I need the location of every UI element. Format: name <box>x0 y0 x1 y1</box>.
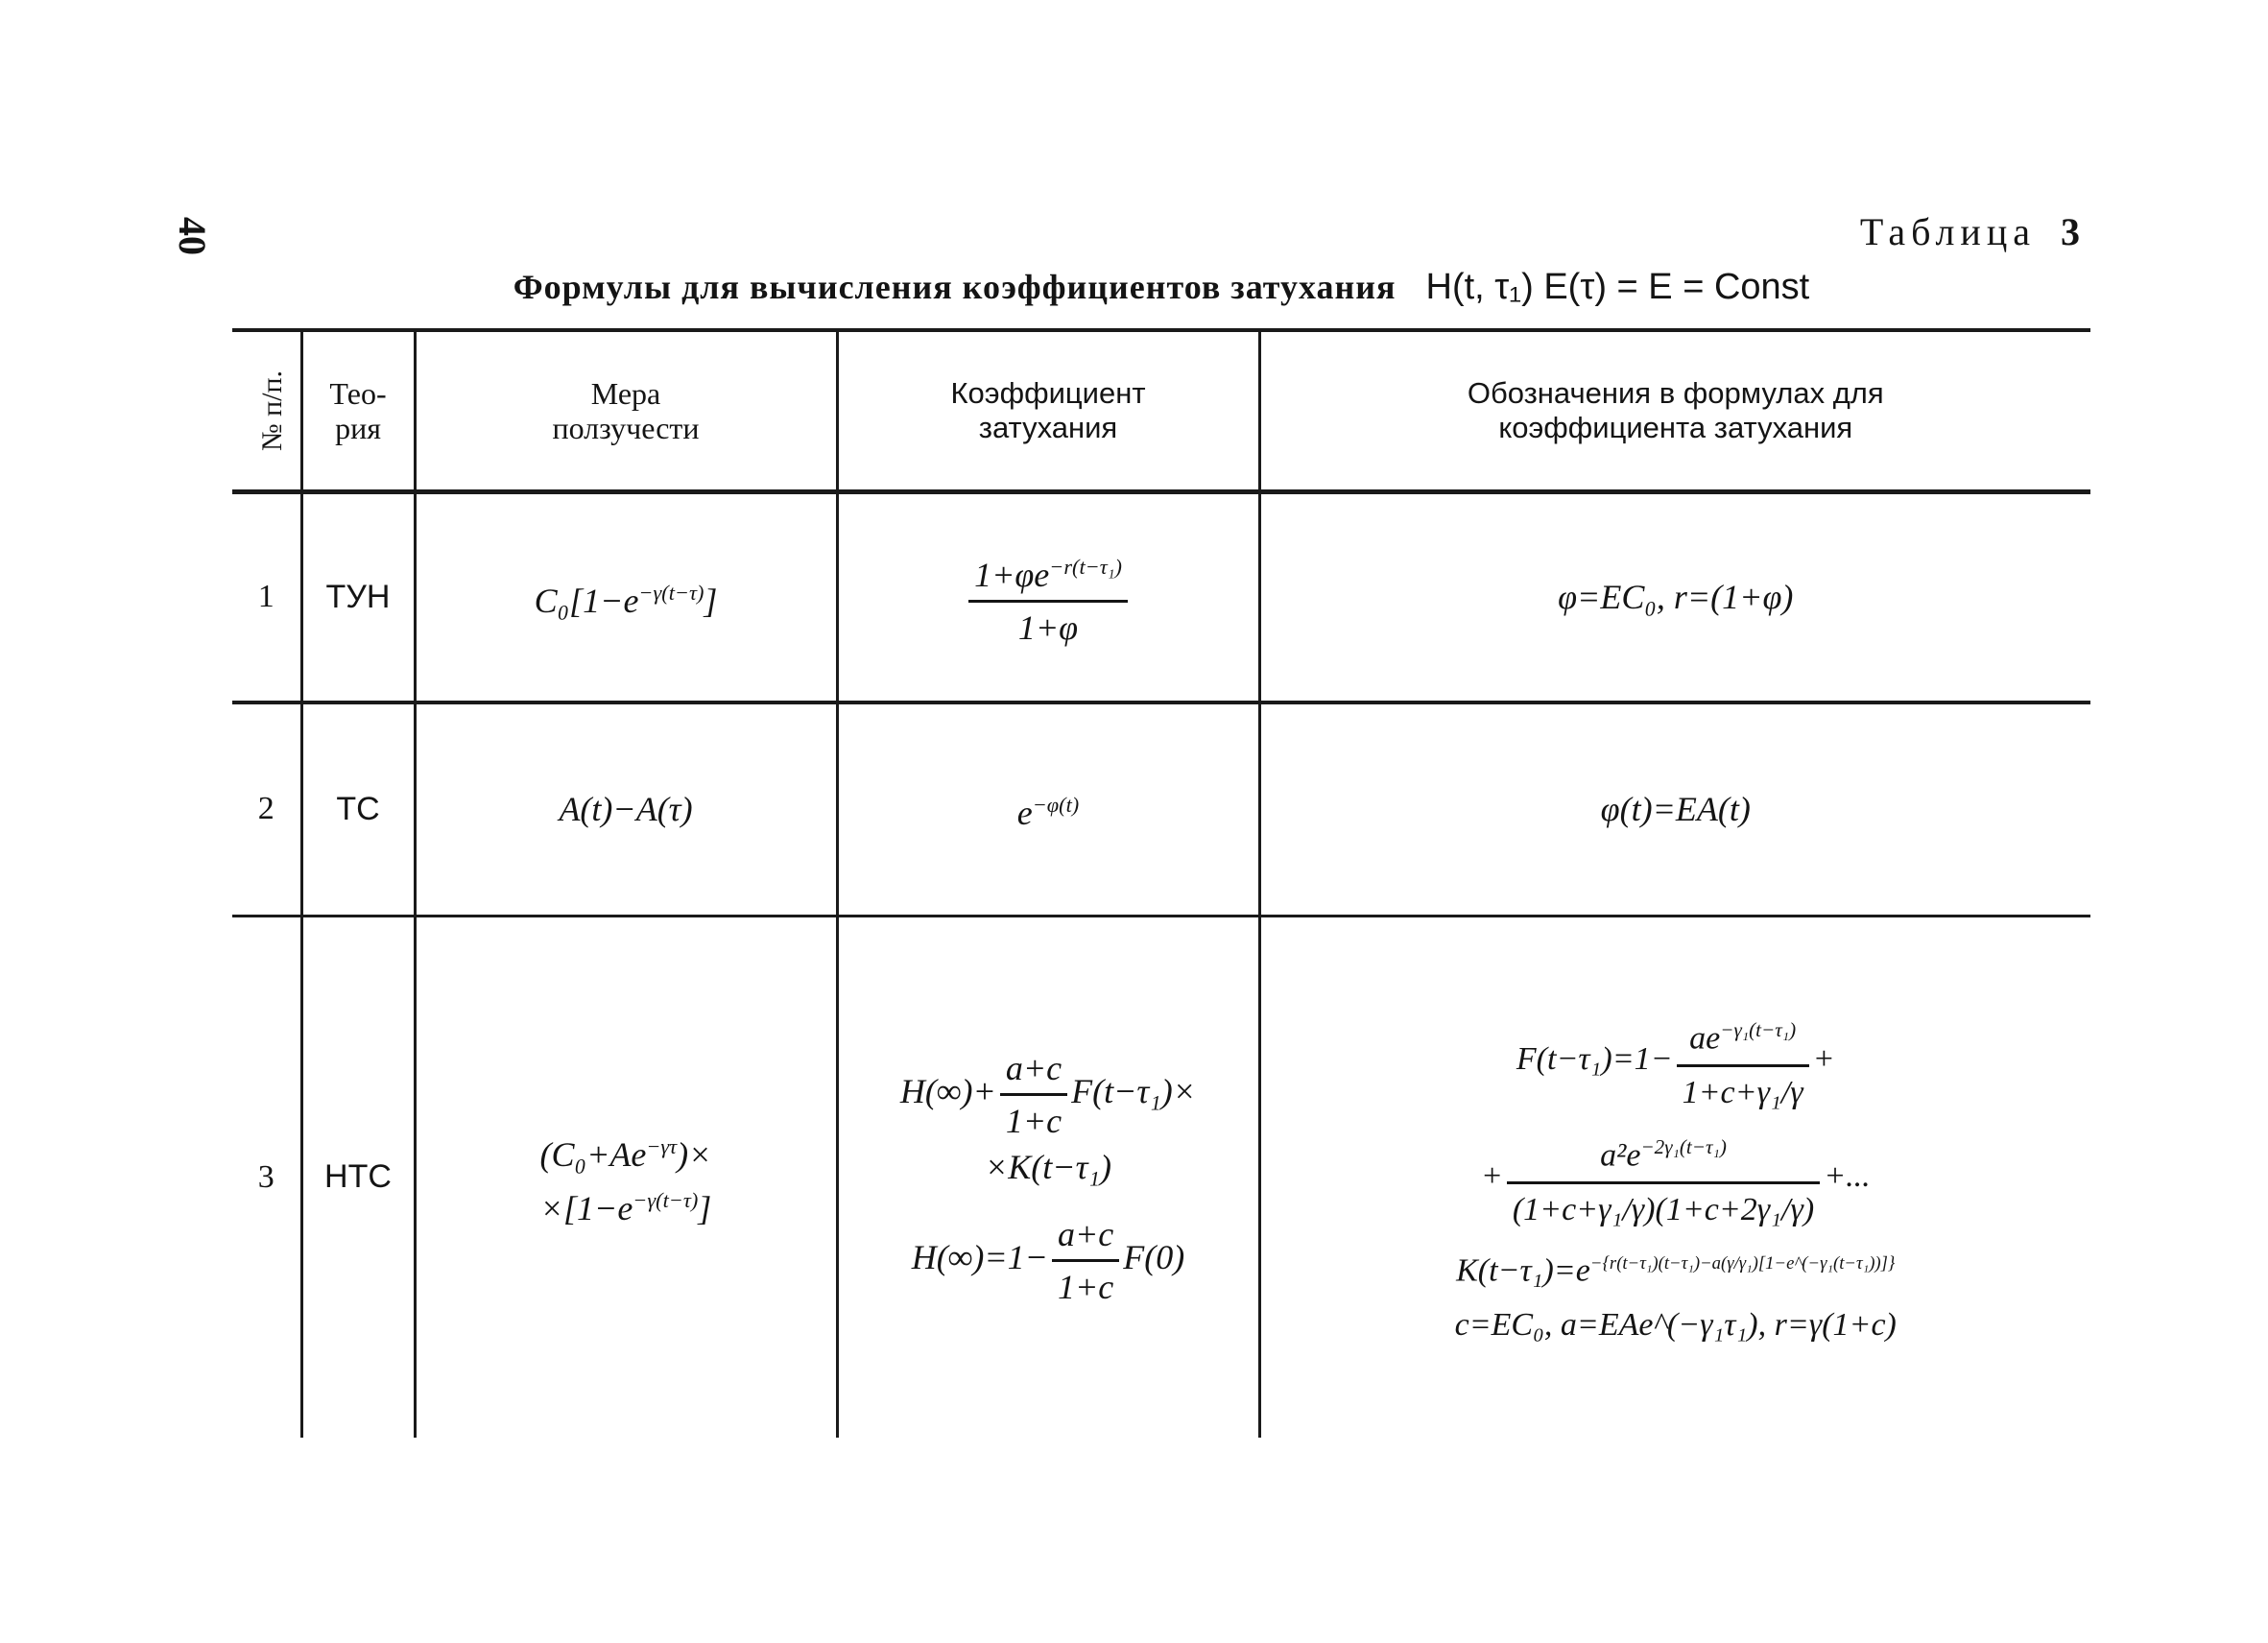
header-theory <box>301 330 415 491</box>
measure-formula: $C_0[1-e^{-\gamma(t-\tau)}]$ <box>534 581 718 621</box>
row-theory: ТУН <box>301 491 415 702</box>
row-notation <box>1259 916 2090 1438</box>
header-notation-l2: коэффициента затухания <box>1498 410 1853 444</box>
header-measure-l2: ползучести <box>552 410 700 445</box>
header-measure-l1: Мера <box>590 375 661 411</box>
header-num-text: № п/п. <box>256 369 289 451</box>
row-theory: НТС <box>301 916 415 1438</box>
row-measure <box>415 491 837 702</box>
formula-table <box>232 328 2090 1438</box>
row-measure <box>415 916 837 1438</box>
header-measure <box>415 330 837 491</box>
row-coef <box>837 702 1259 916</box>
row-theory: ТС <box>301 702 415 916</box>
header-row <box>232 330 2090 491</box>
header-num <box>232 330 301 491</box>
coef-formula: $e^{-\varphi(t)}$ <box>1016 793 1080 833</box>
row-number: 3 <box>257 1158 275 1195</box>
table-title <box>230 267 2092 308</box>
notation-formula: φ=EC₀, r=(1+φ) <box>1558 578 1794 617</box>
measure-formula: A(t)−A(τ) <box>559 790 693 829</box>
header-notation <box>1259 330 2090 491</box>
row-coef <box>837 491 1259 702</box>
table-row <box>232 916 2090 1438</box>
notation-k-line: $K(t-\tau_1)=e^{-\{r(t-\tau_1)(t-\tau_1)-a(\gamma/\gamma_1)[1-e\^{}(-\gamma_1(t-\tau_1))]\}}$ <box>1456 1252 1896 1289</box>
title-text: Формулы для вычисления коэффициентов затухания <box>513 268 1397 306</box>
header-coef-l1: Коэффициент <box>950 375 1146 410</box>
header-theory-l1: Тео- <box>329 375 387 411</box>
title-formula: H(t, τ₁) E(τ) = E = Const <box>1425 267 1810 307</box>
page-number: 40 <box>171 217 214 255</box>
row-coef <box>837 916 1259 1438</box>
table-row <box>232 491 2090 702</box>
coef-fraction: $\frac{1+\varphi e^{-r(t-\tau_1)}}{1+\varphi}$ <box>968 544 1128 651</box>
header-coef-l2: затухания <box>978 410 1118 444</box>
measure-line-1: $(C_0+Ae^{-\gamma\tau})\times$ <box>539 1133 712 1174</box>
notation-last-line: c=EC₀, a=EAe^(−γ₁τ₁), r=γ(1+c) <box>1454 1306 1897 1343</box>
notation-f-line: F(t−τ₁)=1− $\frac{ae^{-\gamma_1(t-\tau_1)}}{\text{1+c+γ₁/γ}}$ + <box>1261 1006 2091 1117</box>
row-measure <box>415 702 837 916</box>
table-label <box>1860 209 2086 254</box>
header-theory-l2: рия <box>335 410 381 445</box>
notation-formula: φ(t)=EA(t) <box>1600 790 1751 829</box>
table-row <box>232 702 2090 916</box>
coef-line-1: H(∞)+ $\frac{a+c}{1+c}$ F(t−τ₁)× <box>839 1045 1258 1144</box>
table-number: 3 <box>2061 210 2086 253</box>
header-notation-l1: Обозначения в формулах для <box>1467 375 1884 410</box>
coef-line-3: H(∞)=1− $\frac{a+c}{1+c}$ F(0) <box>839 1211 1258 1310</box>
table-label-text: Таблица <box>1859 210 2036 253</box>
row-number: 1 <box>257 579 275 615</box>
row-number: 2 <box>257 791 275 827</box>
row-notation <box>1259 491 2090 702</box>
notation-series-line: + $\frac{a^2e^{-2\gamma_1(t-\tau_1)}}{\text{(1+c+γ₁/γ)(1+c+2γ₁/γ)}}$ +... <box>1261 1123 2091 1234</box>
header-coef <box>837 330 1259 491</box>
coef-line-2: ×K(t−τ₁) <box>985 1147 1111 1186</box>
row-notation <box>1259 702 2090 916</box>
measure-line-2: $\times[1-e^{-\gamma(t-\tau)}]$ <box>539 1187 712 1227</box>
